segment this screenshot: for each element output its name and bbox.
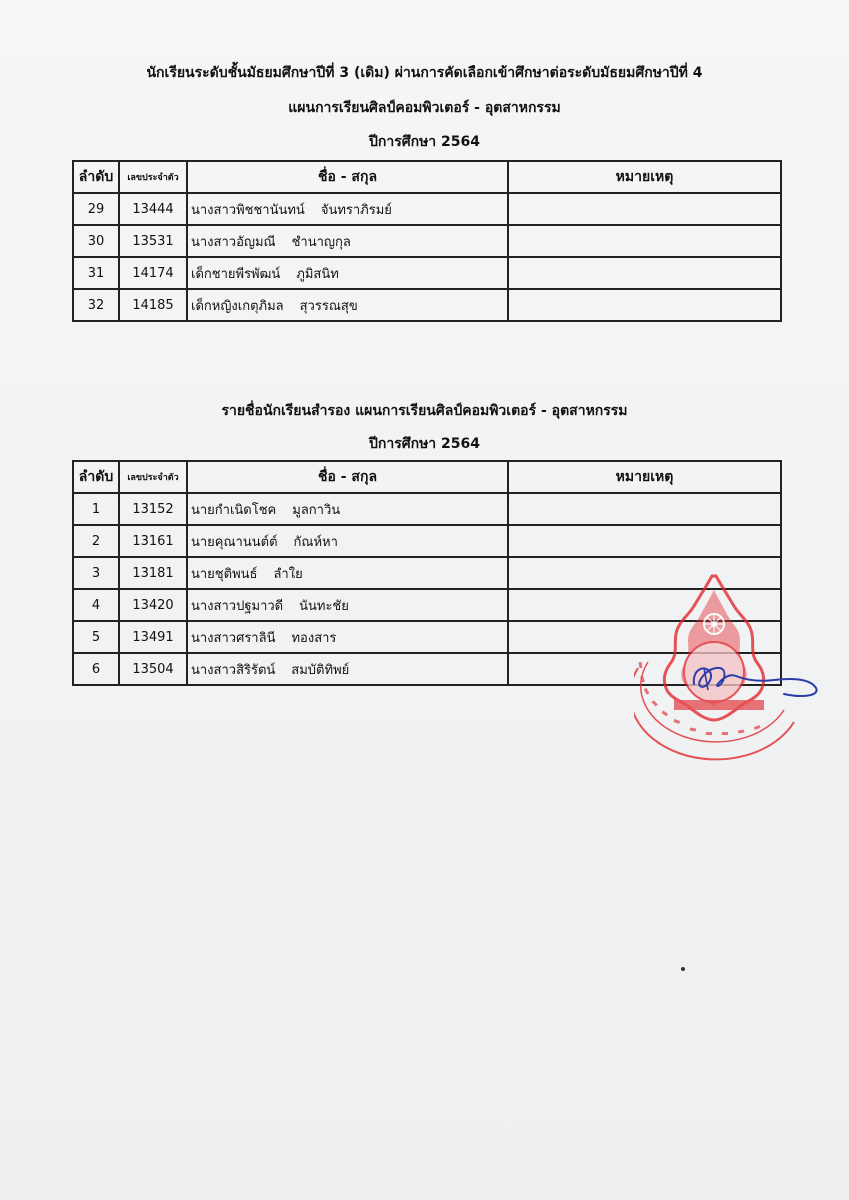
- first-name: นางสาวอัญมณี: [191, 234, 276, 250]
- section1-year: ปีการศึกษา 2564: [368, 134, 481, 150]
- row-name: [187, 557, 508, 589]
- speck: [681, 967, 685, 971]
- row-name: [187, 193, 508, 225]
- col-header-name: ชื่อ - สกุล: [187, 161, 508, 193]
- row-no: 30: [73, 225, 119, 257]
- row-note: [508, 493, 781, 525]
- first-name: นางสาวศราลินี: [191, 630, 276, 646]
- last-name: ลำใย: [273, 566, 303, 582]
- row-student-id: 13152: [119, 493, 187, 525]
- row-note: [508, 225, 781, 257]
- row-note: [508, 525, 781, 557]
- first-name: นายคุณานนต์ต์: [191, 534, 278, 550]
- last-name: จันทราภิรมย์: [320, 202, 392, 218]
- col-header-no: ลำดับ: [73, 461, 119, 493]
- last-name: ชำนาญกุล: [291, 234, 351, 250]
- last-name: สมบัติทิพย์: [291, 662, 350, 678]
- row-student-id: 13161: [119, 525, 187, 557]
- last-name: ทองสาร: [291, 630, 337, 646]
- row-note: [508, 257, 781, 289]
- first-name: นายกำเนิดโชค: [191, 502, 277, 518]
- col-header-note: หมายเหตุ: [508, 161, 781, 193]
- section1-program: แผนการเรียนศิลป์คอมพิวเตอร์ - อุตสาหกรรม: [288, 100, 561, 116]
- admitted-students-table: [72, 160, 782, 322]
- row-no: 4: [73, 589, 119, 621]
- row-student-id: 13420: [119, 589, 187, 621]
- section2-year: ปีการศึกษา 2564: [368, 436, 481, 452]
- table-row: [73, 525, 781, 557]
- row-no: 1: [73, 493, 119, 525]
- col-header-id: เลขประจำตัว: [119, 161, 187, 193]
- table-header-row: [73, 461, 781, 493]
- table-row: [73, 257, 781, 289]
- row-student-id: 13181: [119, 557, 187, 589]
- table-row: [73, 225, 781, 257]
- row-student-id: 14174: [119, 257, 187, 289]
- first-name: นางสาวปฐมาวดี: [191, 598, 284, 614]
- row-name: [187, 653, 508, 685]
- school-seal-stamp: [634, 572, 818, 762]
- col-header-name: ชื่อ - สกุล: [187, 461, 508, 493]
- last-name: กัณห์หา: [293, 534, 338, 550]
- table-row: [73, 289, 781, 321]
- seal-icon: [634, 572, 818, 762]
- table-row: [73, 193, 781, 225]
- table-row: [73, 493, 781, 525]
- first-name: เด็กชายพีรพัฒน์: [191, 266, 281, 282]
- last-name: นันทะชัย: [299, 598, 349, 614]
- row-no: 32: [73, 289, 119, 321]
- row-name: [187, 525, 508, 557]
- last-name: สุวรรณสุข: [299, 298, 358, 314]
- row-no: 5: [73, 621, 119, 653]
- row-name: [187, 225, 508, 257]
- row-name: [187, 493, 508, 525]
- row-name: [187, 621, 508, 653]
- row-no: 6: [73, 653, 119, 685]
- row-student-id: 14185: [119, 289, 187, 321]
- row-student-id: 13444: [119, 193, 187, 225]
- row-note: [508, 193, 781, 225]
- row-name: [187, 257, 508, 289]
- first-name: เด็กหญิงเกตุภิมล: [191, 298, 284, 314]
- row-student-id: 13531: [119, 225, 187, 257]
- row-no: 2: [73, 525, 119, 557]
- col-header-no: ลำดับ: [73, 161, 119, 193]
- section1-title: นักเรียนระดับชั้นมัธยมศึกษาปีที่ 3 (เดิม) ผ่านการคัดเลือกเข้าศึกษาต่อระดับมัธยมศึกษาปีที่ 4: [146, 65, 703, 81]
- row-name: [187, 589, 508, 621]
- last-name: ภูมิสนิท: [296, 266, 339, 282]
- row-note: [508, 289, 781, 321]
- row-no: 29: [73, 193, 119, 225]
- col-header-note: หมายเหตุ: [508, 461, 781, 493]
- row-name: [187, 289, 508, 321]
- first-name: นายชุติพนธ์: [191, 566, 258, 582]
- first-name: นางสาวพิชชานันทน์: [191, 202, 305, 218]
- row-no: 31: [73, 257, 119, 289]
- row-no: 3: [73, 557, 119, 589]
- row-student-id: 13504: [119, 653, 187, 685]
- first-name: นางสาวสิริรัตน์: [191, 662, 276, 678]
- section2-title: รายชื่อนักเรียนสำรอง แผนการเรียนศิลป์คอมพิวเตอร์ - อุตสาหกรรม: [221, 403, 628, 419]
- row-student-id: 13491: [119, 621, 187, 653]
- last-name: มูลกาวิน: [292, 502, 341, 518]
- table-header-row: [73, 161, 781, 193]
- col-header-id: เลขประจำตัว: [119, 461, 187, 493]
